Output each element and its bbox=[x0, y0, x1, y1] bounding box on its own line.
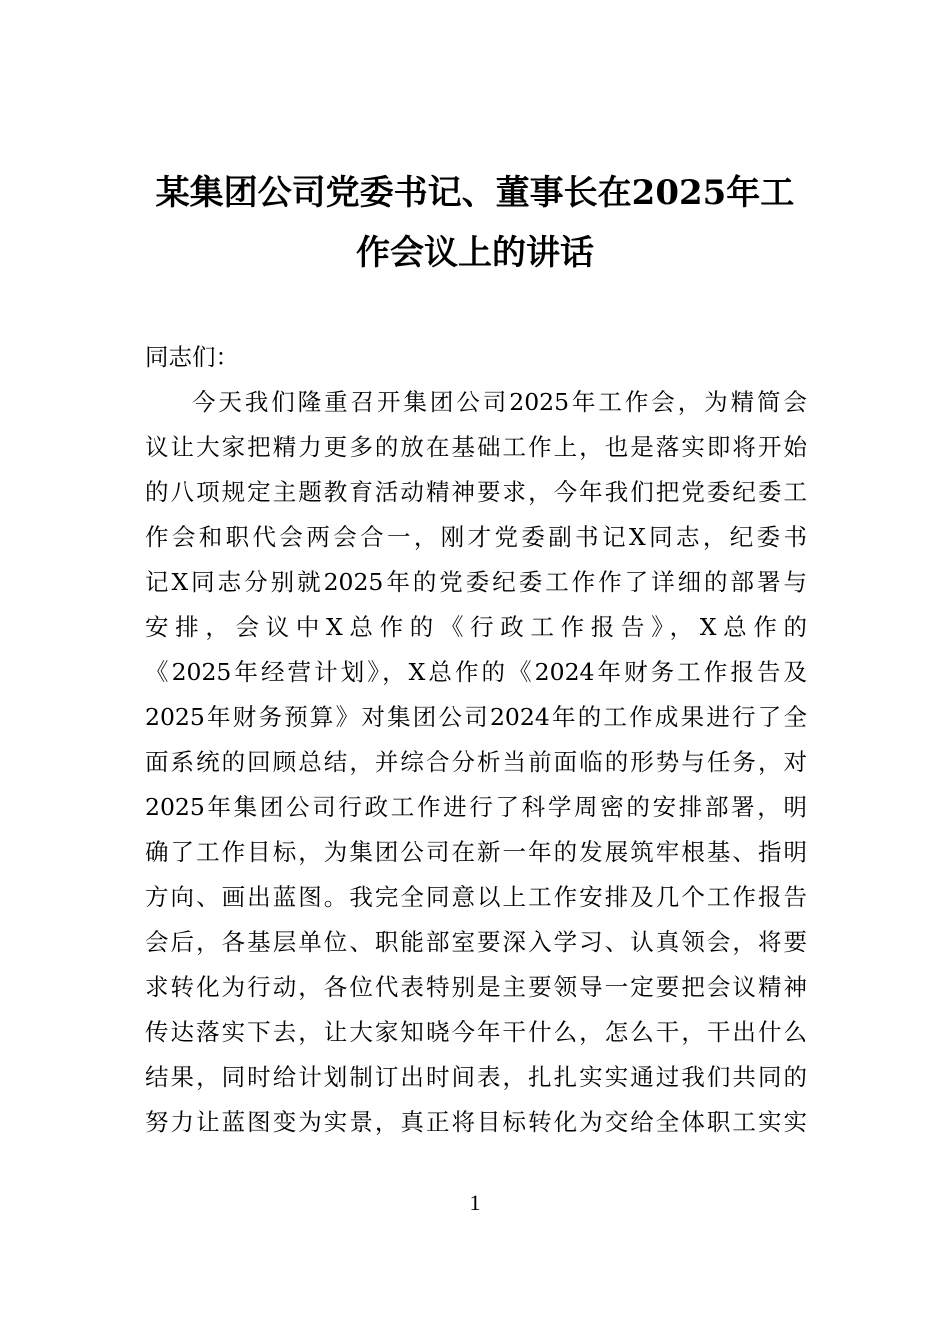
page-number: 1 bbox=[469, 1190, 481, 1215]
document-title bbox=[145, 163, 805, 283]
paragraph-line: 《2025年经营计划》，X总作的《2024年财务工作报告及 bbox=[145, 658, 807, 686]
paragraph-line: 今天我们隆重召开集团公司2025年工作会，为精简会 bbox=[192, 388, 807, 416]
document-body bbox=[145, 335, 807, 1145]
paragraph-line: 求转化为行动，各位代表特别是主要领导一定要把会议精神 bbox=[145, 973, 807, 1001]
title-line-1: 某集团公司党委书记、董事长在2025年工 bbox=[155, 173, 795, 213]
paragraph-line: 的八项规定主题教育活动精神要求，今年我们把党委纪委工 bbox=[145, 478, 807, 506]
salutation: 同志们： bbox=[145, 343, 239, 371]
paragraph-line: 传达落实下去，让大家知晓今年干什么，怎么干，干出什么 bbox=[145, 1018, 807, 1046]
paragraph-line: 努力让蓝图变为实景，真正将目标转化为交给全体职工实实 bbox=[145, 1108, 807, 1136]
paragraph-line: 结果，同时给计划制订出时间表，扎扎实实通过我们共同的 bbox=[145, 1063, 807, 1091]
paragraph-line: 确了工作目标，为集团公司在新一年的发展筑牢根基、指明 bbox=[145, 838, 807, 866]
paragraph-line: 2025年集团公司行政工作进行了科学周密的安排部署，明 bbox=[145, 793, 807, 821]
paragraph-line: 议让大家把精力更多的放在基础工作上，也是落实即将开始 bbox=[145, 433, 807, 461]
paragraph-line: 作会和职代会两会合一，刚才党委副书记X同志，纪委书 bbox=[145, 523, 807, 551]
paragraph-line: 记X同志分别就2025年的党委纪委工作作了详细的部署与 bbox=[145, 568, 807, 596]
paragraph bbox=[145, 380, 807, 1145]
paragraph-line: 方向、画出蓝图。我完全同意以上工作安排及几个工作报告 bbox=[145, 883, 807, 911]
paragraph-line: 会后，各基层单位、职能部室要深入学习、认真领会，将要 bbox=[145, 928, 807, 956]
title-line-2: 作会议上的讲话 bbox=[356, 233, 594, 273]
paragraph-line: 安排，会议中X总作的《行政工作报告》，X总作的 bbox=[145, 613, 807, 641]
paragraph-line: 2025年财务预算》对集团公司2024年的工作成果进行了全 bbox=[145, 703, 807, 731]
paragraph-line: 面系统的回顾总结，并综合分析当前面临的形势与任务，对 bbox=[145, 748, 807, 776]
